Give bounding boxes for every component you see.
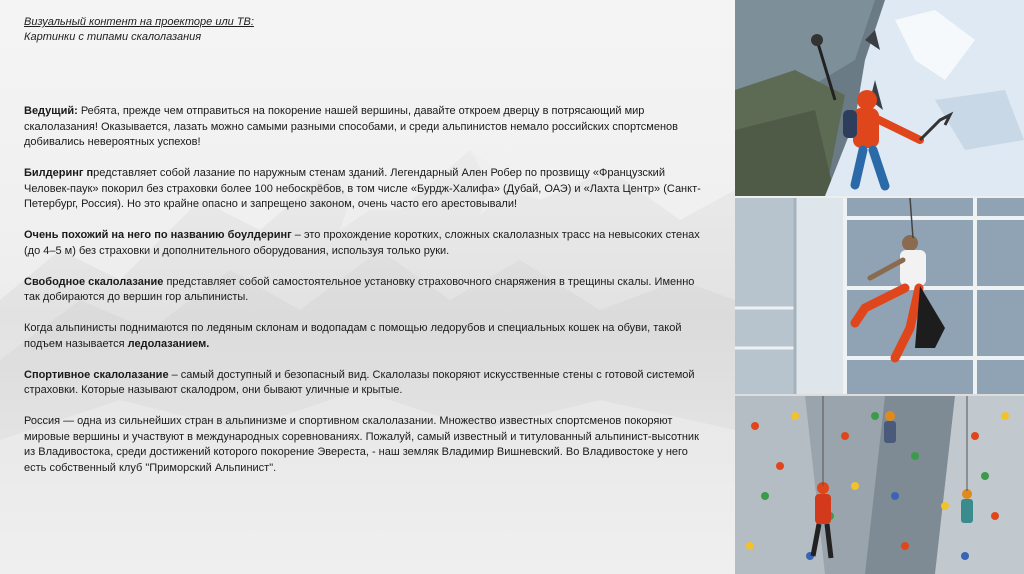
paragraph-free-climbing-text: представляет собой самостоятельное установку страховочного снаряжения в трещины скалы. Именно так добираются до вершин гор альпинисты. [24,275,695,303]
paragraph-free-climbing-bold: Свободное скалолазание [24,275,164,288]
paragraph-ice-climbing-text: Когда альпинисты поднимаются по ледяным склонам и водопадам с помощью ледорубов и специальных кошек на обуви, такой подъем называется [24,322,682,350]
paragraph-ice-climbing-bold: ледолазанием. [127,337,210,350]
paragraph-bouldering-text: – это прохождение коротких, сложных скалолазных трасс на невысоких стенах (до 4–5 м) без страховки и дополнительного оборудования, используя только руки. [24,229,700,257]
paragraph-free-climbing [24,275,704,306]
paragraph-buildering-bold: Билдеринг п [24,167,94,179]
ice-climbing-photo [735,0,1024,196]
paragraph-sport-climbing-text: – самый доступный и безопасный вид. Скалолазы покоряют искусственные стены с готовой системой страховки. Которые называют скалодром, они бывают уличные и крытые. [24,368,695,396]
paragraph-host [24,104,704,151]
paragraph-buildering-text: редставляет собой лазание по наружным стенам зданий. Легендарный Ален Робер по прозвищу «Французский Человек-паук» покорил без страховки более 100 небоскрёбов, в том числе «Бурдж-Халифа» (Дубай, ОАЭ) и «Лахта Центр» (Санкт-Петербург, Россия). Но это крайне опасно и запрещено законом, очень часто его арестовывали! [24,167,701,210]
paragraph-bouldering-bold: Очень похожий на него по названию боулдеринг [24,229,292,241]
paragraph-host-bold: Ведущий: [24,105,78,117]
paragraph-russia [24,414,704,476]
header-title: Визуальный контент на проекторе или ТВ: [24,16,254,28]
paragraph-ice-climbing [24,321,704,352]
paragraph-russia-text: Россия — одна из сильнейших стран в альпинизме и спортивном скалолазании. Множество известных спортсменов покоряют мировые вершины и участвуют в международных соревнованиях. Пожалуй, самый известный и титулованный альпинист-высотник из Владивостока, среди достижений которого покорение Эвереста, - наш земляк Владимир Вишневский. Во Владивостоке у него есть собственный клуб "Приморский Альпинист". [24,415,699,474]
content-text [24,104,704,492]
paragraph-host-text: Ребята, прежде чем отправиться на покорение нашей вершины, давайте откроем дверцу в потрясающий мир скалолазания! Оказывается, лазать можно самыми разными способами, и среди альпинистов немало российских спортсменов добивались невероятных успехов! [24,105,678,148]
header [24,15,254,45]
header-subtitle: Картинки с типами скалолазания [24,31,202,43]
paragraph-buildering [24,166,704,213]
paragraph-sport-climbing [24,368,704,399]
buildering-photo [735,198,1024,394]
sport-climbing-photo [735,396,1024,574]
paragraph-bouldering [24,228,704,259]
paragraph-sport-climbing-bold: Спортивное скалолазание [24,368,169,381]
